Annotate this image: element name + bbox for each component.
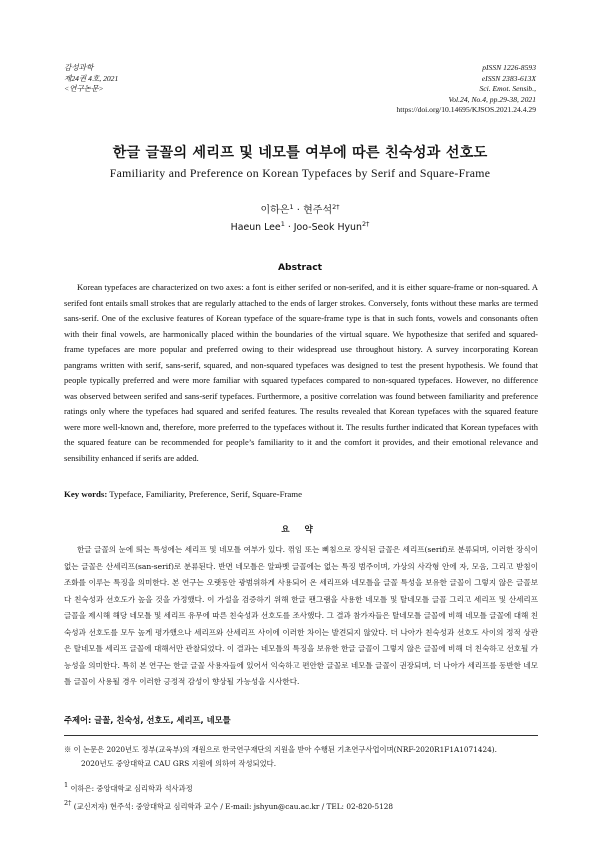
author-1-footnote-text: 이하은: 중앙대학교 심리학과 석사과정 (70, 784, 193, 793)
author-2-name-ko: 현주석 (303, 205, 333, 216)
author-2-name-en: Joo-Seok Hyun (293, 222, 362, 233)
article-type: <연구논문> (64, 84, 104, 94)
author-2-mark-en: 2† (361, 220, 370, 228)
author-1-footnote-mark: 1 (64, 781, 69, 789)
journal-info-right (396, 63, 536, 116)
eissn: eISSN 2383-613X (481, 73, 536, 83)
footnote-divider (64, 735, 538, 736)
title-english: Familiarity and Preference on Korean Typefaces by Serif and Square-Frame (109, 166, 491, 180)
author-2-footnote-text: (교신저자) 현주석: 중앙대학교 심리학과 교수 / E-mail: jshyun@cau.ac.kr / TEL: 02-820-5128 (73, 802, 394, 811)
author-2-mark-ko: 2† (332, 203, 340, 211)
authors-korean (0, 201, 600, 216)
doi-link[interactable]: https://doi.org/10.14695/KJSOS.2021.24.4.29 (396, 105, 536, 115)
author-2-footnote (64, 799, 393, 812)
funding-footnote (64, 743, 538, 771)
author-1-name-ko: 이하은 (260, 205, 290, 216)
author-separator: · (284, 222, 294, 233)
funding-line-2: 2020년도 중앙대학교 CAU GRS 지원에 의하여 작성되었다. (81, 759, 277, 768)
pissn: pISSN 1226-8593 (482, 63, 536, 72)
volume-pages: Vol.24, No.4, pp.29-38, 2021 (448, 94, 536, 104)
keywords-text: Typeface, Familiarity, Preference, Serif, Square-Frame (109, 489, 303, 499)
korean-summary-body: 한글 글꼴의 눈에 띄는 특성에는 세리프 및 네모틀 여부가 있다. 꺾임 또는 삐침으로 장식된 글꼴은 세리프(serif)로 분류되며, 이러한 장식이 없는 글꼴은 산세리프(san-serif)로 분류된다. 반면 네모틀은 알파벳 글꼴에는 없는 특징 범주이며, 가상의 사각형 안에 자, 모음, 그리고 받침이 조화를 이루는 특징을 의미한다. 본 연구는 오랫동안 광범위하게 사용되어 온 세리프와 네모틀을 글꼴 특성을 보유한 글꼴이 그렇지 않은 글꼴보다 친숙성과 선호도가 높을 것을 가정했다. 이 가설을 검증하기 위해 한글 팬그램을 사용한 네모틀 및 탈네모틀 글꼴 그리고 세리프 및 산세리프 글꼴을 제시해 해당 네모틀 및 세리프 유무에 따른 친숙성과 선호도를 조사했다. 그 결과 참가자들은 탈네모틀 글꼴에 비해 네모틀 글꼴에 대해 친숙성과 선호도를 모두 높게 평가했으나 세리프와 산세리프 사이에 이러한 차이는 발견되지 않았다. 더 나아가 친숙성과 선호도 사이의 정적 상관은 탈네모틀 세리프 글꼴에 대해서만 관찰되었다. 이 결과는 네모틀의 특징을 보유한 한글 글꼴이 그렇지 않은 글꼴에 비해 더 친숙하고 선호될 가능성을 의미한다. 특히 본 연구는 한글 글꼴 사용자들에 있어서 익숙하고 편안한 글꼴로 네모틀 글꼴이 권장되며, 더 나아가 세리프를 동반한 네모틀 글꼴이 사용될 경우 이러한 긍정적 감성이 향상될 가능성을 시사한다. (64, 545, 538, 686)
journal-volume: 제24권 4호, 2021 (64, 73, 119, 83)
author-2-footnote-mark: 2† (64, 799, 72, 807)
authors-english (0, 220, 600, 233)
funding-line-1: ※ 이 논문은 2020년도 정부(교육부)의 재원으로 한국연구재단의 지원을 받아 수행된 기초연구사업이며(NRF-2020R1F1A1071424). (64, 745, 497, 754)
author-1-mark-ko: 1 (289, 203, 294, 211)
title-korean: 한글 글꼴의 세리프 및 네모틀 여부에 따른 친숙성과 선호도 (112, 145, 488, 161)
korean-summary-heading: 요 약 (281, 525, 319, 535)
journal-abbrev: Sci. Emot. Sensib., (479, 84, 536, 94)
abstract-heading: Abstract (277, 262, 323, 273)
author-1-footnote (64, 781, 193, 794)
korean-keywords: 주제어: 글꼴, 친숙성, 선호도, 세리프, 네모틀 (64, 715, 231, 725)
abstract-body: Korean typefaces are characterized on two axes: a font is either serifed or non-serifed, and it is either square-frame or non-squared. A serifed font entails small strokes that are regularly attached to the ends of larger strokes. Conversely, fonts without these marks are termed sans-serif. One of the exclusive features of Korean typeface of the square-frame type is that in such fonts, vowels and consonants often with their final vowels, are harmonically placed within the boundaries of the virtual square. We hypothesize that serifed and squared-frame typefaces are more popular and preferred owing to their widespread use throughout history. A survey incorporating Korean pangrams written with serif, sans-serif, squared, and non-squared typefaces was designed to test the present hypothesis. We found that people typically preferred and were more familiar with squared typefaces compared to non-squared typefaces. However, no difference was observed between serifed and sans-serif typefaces. Furthermore, a positive correlation was found between familiarity and preference ratings only where the typefaces had squared and serifed features. The results revealed that Korean typefaces with the squared feature were more well-known and, therefore, more preferred to the typefaces without it. The results further indicated that Korean typefaces with the squared feature can be recommended for people’s familiarity to it and the comfort it provides, and their emotional relevance and sensibility enhanced if serifs are added. (64, 282, 538, 463)
author-1-mark-en: 1 (280, 220, 285, 228)
keywords-line (64, 489, 302, 499)
journal-name: 감성과학 (64, 63, 94, 72)
author-separator: · (293, 205, 304, 216)
keywords-label: Key words: (64, 489, 108, 499)
journal-info-left (64, 63, 118, 95)
author-1-name-en: Haeun Lee (230, 222, 281, 233)
